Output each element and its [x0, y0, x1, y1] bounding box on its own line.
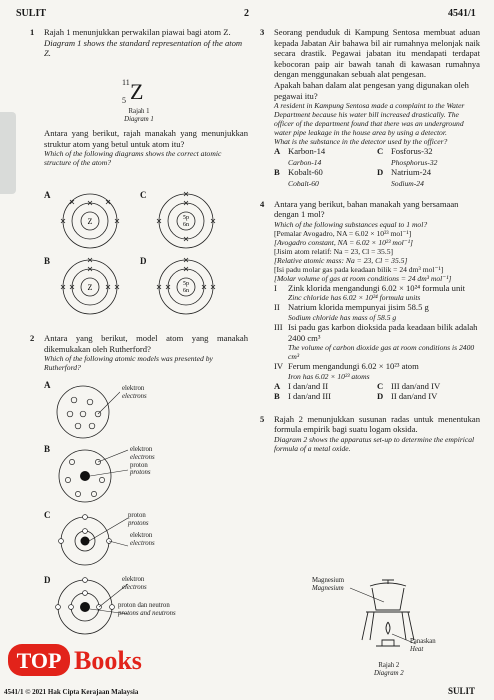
- model-c-labels-bottom: [130, 532, 155, 548]
- q4-item-4: [274, 361, 480, 381]
- crucible-apparatus: [336, 572, 456, 654]
- q4-item-1-num: I: [274, 282, 277, 293]
- heat-label-ms: Panaskan: [410, 638, 436, 645]
- element-symbol: Z: [130, 79, 144, 104]
- q5-number: 5: [260, 413, 265, 424]
- model-b-label-2: electrons: [130, 453, 155, 461]
- side-tab: [0, 112, 16, 194]
- q3-opt-c-en: Phosphorus-32: [391, 157, 438, 167]
- header-left: SULIT: [16, 8, 47, 19]
- q4-item-2: [274, 302, 480, 322]
- q4-item-4-num: IV: [274, 361, 284, 372]
- q4-item-1: [274, 283, 480, 303]
- q4-info-2: [Avogadro constant, NA = 6.02 × 10²³ mol⁻¹]: [274, 237, 414, 247]
- heat-label-en: Heat: [410, 645, 424, 653]
- diagram2-caption-ms: Rajah 2: [378, 662, 400, 669]
- atom-diagram-a: [50, 190, 130, 252]
- q3-opt-d-en: Sodium-24: [391, 178, 424, 188]
- q4-opt-b-text: I dan/and III: [288, 391, 331, 402]
- q5-text-ms: Rajah 2 menunjukkan susunan radas untuk menentukan formula empirik bagi suatu logam oksida.: [274, 413, 480, 435]
- model-c-label-2: protons: [128, 519, 149, 527]
- q4-item-3-ms: Isi padu gas karbon dioksida pada keadaan bilik adalah 2400 cm³: [288, 321, 478, 343]
- q4-item-2-ms: Natrium klorida mempunyai jisim 58.5 g: [288, 302, 429, 313]
- header-right: 4541/1: [448, 8, 476, 19]
- q4-option-c[interactable]: [377, 381, 480, 392]
- q3-options-row-2: [274, 167, 480, 188]
- footer-left: 4541/1 © 2021 Hak Cipta Kerajaan Malaysia: [4, 688, 139, 696]
- q3-option-b[interactable]: [274, 167, 377, 188]
- atom-diagram-c: [146, 190, 226, 252]
- atom-diagram-b: [50, 256, 130, 318]
- q2-number: 2: [30, 333, 35, 343]
- q5-text-en: Diagram 2 shows the apparatus set-up to determine the empirical formula of a metal oxide.: [274, 435, 475, 454]
- question-1: [30, 27, 248, 59]
- model-d-labels-top: [122, 576, 147, 592]
- q2-option-d[interactable]: D: [44, 575, 51, 585]
- q3-number: 3: [260, 27, 265, 37]
- q4-options-row-2: [274, 391, 480, 402]
- q4-info-4: [Relative atomic mass: Na = 23, Cl = 35.5]: [274, 255, 408, 265]
- nucleus-n-d: 6n: [183, 288, 189, 294]
- q4-item-3: [274, 322, 480, 361]
- model-b-label-3: proton: [130, 461, 148, 469]
- magnesium-label-en: Magnesium: [312, 584, 344, 592]
- heat-labels: [410, 638, 436, 654]
- svg-text:Books: Books: [74, 646, 142, 675]
- model-c-labels-top: [128, 512, 149, 528]
- page-number: 2: [244, 8, 249, 19]
- q4-info-5: [Isi padu molar gas pada keadaan bilik = 24 dm³ mol⁻¹]: [274, 264, 444, 274]
- magnesium-label-ms: Magnesium: [312, 577, 345, 584]
- model-a-label-ms: elektron: [122, 385, 145, 392]
- q4-number: 4: [260, 198, 265, 209]
- q4-option-d[interactable]: [377, 391, 480, 402]
- q4-opt-b-letter: B: [274, 391, 280, 402]
- q3-opt-c-letter: C: [377, 146, 384, 157]
- q3-option-a[interactable]: [274, 146, 377, 167]
- model-d-label-1: elektron: [122, 576, 145, 583]
- q4-item-4-ms: Ferum mengandungi 6.02 × 10²³ atom: [288, 361, 419, 372]
- q4-text-en: Which of the following substances equal to 1 mol?: [274, 219, 428, 229]
- nucleus-p-c: 5p: [183, 215, 189, 221]
- q4-opt-a-letter: A: [274, 380, 281, 391]
- model-d-label-4: protons and neutrons: [118, 609, 176, 617]
- question-3: [260, 27, 480, 189]
- q4-info-3: [Jisim atom relatif: Na = 23, Cl = 35.5]: [274, 246, 394, 256]
- q3-opt-b-letter: B: [274, 167, 280, 178]
- diagram1-caption-ms: Rajah 1: [128, 108, 150, 115]
- q1-ask-ms: Antara yang berikut, rajah manakah yang menunjukkan struktur atom yang betul untuk atom itu?: [44, 128, 248, 149]
- model-d-labels-bottom: [118, 602, 176, 618]
- q2-option-b[interactable]: B: [44, 444, 51, 454]
- q4-options-row-1: [274, 381, 480, 392]
- model-a-label-en: electrons: [122, 392, 147, 400]
- q4-item-4-en: Iron has 6.02 × 10²³ atoms: [288, 371, 370, 381]
- q3-text-en: A resident in Kampung Sentosa made a complaint to the Water Department because his water bill increased drastically. The officer of the department found that there was an underground water pipe leakage in the house area by using a detector.: [274, 101, 465, 138]
- q2-option-c[interactable]: C: [44, 510, 51, 520]
- model-c: [50, 510, 130, 572]
- q4-item-3-en: The volume of carbon dioxide gas at room conditions is 2400 cm³: [288, 343, 475, 362]
- q1-option-a[interactable]: A: [44, 190, 51, 200]
- q3-opt-a-letter: A: [274, 146, 281, 157]
- model-a-plum-pudding: [50, 380, 120, 442]
- q1-option-d[interactable]: D: [140, 256, 147, 266]
- nucleus-n-c: 6n: [183, 222, 189, 228]
- q1-question: [44, 128, 248, 167]
- q4-item-3-num: III: [274, 321, 283, 332]
- q1-text-ms: Rajah 1 menunjukkan perwakilan piawai bagi atom Z.: [44, 27, 231, 37]
- diagram2-caption-en: Diagram 2: [374, 669, 404, 677]
- q1-option-b[interactable]: B: [44, 256, 51, 266]
- nuclide-symbol: [118, 78, 168, 108]
- model-b: [50, 444, 130, 506]
- q3-option-c[interactable]: [377, 146, 480, 167]
- model-b-label-4: protons: [130, 469, 151, 477]
- model-c-label-3: elektron: [130, 532, 153, 539]
- q3-opt-b-en: Cobalt-60: [288, 178, 319, 188]
- right-column: [260, 27, 480, 454]
- model-a-labels: [122, 385, 147, 401]
- q3-option-d[interactable]: [377, 167, 480, 188]
- q2-option-a[interactable]: A: [44, 380, 51, 390]
- q4-item-2-en: Sodium chloride has mass of 58.5 g: [288, 312, 397, 322]
- q2-text-ms: Antara yang berikut, model atom yang manakah dikemukakan oleh Rutherford?: [44, 333, 248, 354]
- q4-item-1-en: Zinc chloride has 6.02 × 10²⁴ formula units: [288, 293, 421, 303]
- q4-item-1-ms: Zink klorida mengandungi 6.02 × 10²⁴ formula unit: [288, 282, 466, 293]
- q3-opt-c-ms: Fosforus-32: [391, 146, 433, 157]
- q1-option-c[interactable]: C: [140, 190, 147, 200]
- nucleus-label-b: Z: [87, 283, 93, 292]
- left-column: [30, 27, 248, 59]
- question-5: [260, 413, 480, 454]
- proton-number: 5: [122, 96, 126, 105]
- q4-info-1: [Pemalar Avogadro, NA = 6.02 × 10²³ mol⁻¹]: [274, 228, 412, 238]
- q3-opt-d-ms: Natrium-24: [391, 167, 432, 178]
- q3-opt-a-ms: Karbon-14: [288, 146, 326, 157]
- mass-number: 11: [122, 78, 130, 87]
- question-4: [260, 198, 480, 402]
- q1-number: 1: [30, 27, 35, 37]
- q4-opt-c-letter: C: [377, 380, 384, 391]
- q3-opt-d-letter: D: [377, 167, 384, 178]
- q3-ask-en: What is the substance in the detector used by the officer?: [274, 137, 448, 147]
- q4-opt-a-text: I dan/and II: [288, 380, 329, 391]
- topbooks-logo: [0, 640, 190, 682]
- q4-info-6: [Molar volume of gas at room conditions = 24 dm³ mol⁻¹]: [274, 273, 452, 283]
- q3-opt-a-en: Carbon-14: [288, 157, 322, 167]
- q1-ask-en: Which of the following diagrams shows the correct atomic structure of the atom?: [44, 149, 222, 168]
- svg-text:TOP: TOP: [16, 648, 62, 673]
- diagram1-caption: [124, 108, 154, 124]
- q4-opt-d-letter: D: [377, 391, 384, 402]
- q4-opt-d-text: II dan/and IV: [391, 391, 438, 402]
- q4-option-a[interactable]: [274, 381, 377, 392]
- q1-text-en: Diagram 1 shows the standard representation of the atom Z.: [44, 37, 243, 59]
- question-2: [30, 333, 248, 373]
- q3-options-row-1: [274, 146, 480, 167]
- q3-opt-b-ms: Kobalt-60: [288, 167, 323, 178]
- model-d-label-2: electrons: [122, 583, 147, 591]
- model-d-label-3: proton dan neutron: [118, 602, 170, 609]
- atom-diagram-d: [146, 256, 226, 318]
- q4-option-b[interactable]: [274, 391, 377, 402]
- nucleus-p-d: 5p: [183, 281, 189, 287]
- q4-item-2-num: II: [274, 302, 280, 313]
- q4-text-ms: Antara yang berikut, bahan manakah yang bersamaan dengan 1 mol?: [274, 198, 459, 220]
- nucleus-label-a: Z: [87, 217, 93, 226]
- q3-text-ms: Seorang penduduk di Kampung Sentosa membuat aduan kepada Jabatan Air bahawa bil air rumahnya melonjak naik secara drastik. Pegawai jabatan itu mendapati terdapat kebocoran paip air bawah tanah di kawasan rumahnya dengan menggunakan sebuah alat pengesan.: [274, 27, 480, 80]
- model-c-label-4: electrons: [130, 539, 155, 547]
- diagram2-caption: [374, 662, 404, 678]
- q4-opt-c-text: III dan/and IV: [391, 380, 441, 391]
- model-b-labels: [130, 446, 155, 477]
- q3-ask-ms: Apakah bahan dalam alat pengesan yang digunakan oleh pegawai itu?: [274, 79, 469, 101]
- footer-right: SULIT: [448, 686, 476, 696]
- model-b-label-1: elektron: [130, 446, 153, 453]
- model-c-label-1: proton: [128, 512, 146, 519]
- q2-text-en: Which of the following atomic models was presented by Rutherford?: [44, 354, 213, 373]
- diagram1-caption-en: Diagram 1: [124, 115, 154, 123]
- magnesium-labels: [312, 577, 344, 593]
